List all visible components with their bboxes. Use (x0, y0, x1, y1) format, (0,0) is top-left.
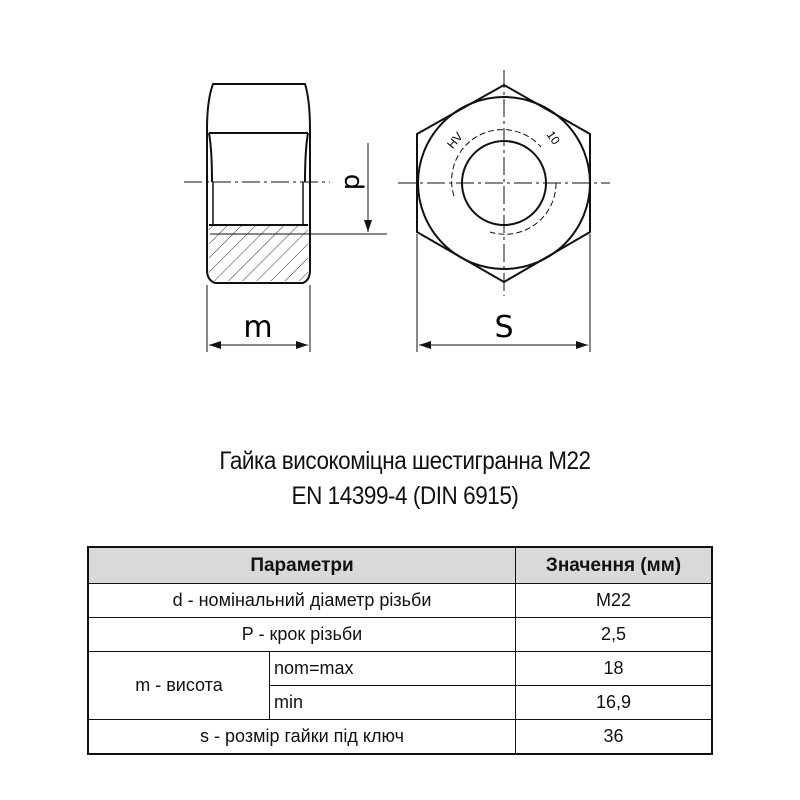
m-label: m (243, 310, 273, 345)
grade-mark-hv: HV (444, 129, 466, 152)
param-sublabel: nom=max (270, 652, 516, 686)
param-label: s - розмір гайки під ключ (88, 720, 516, 755)
product-title: Гайка високоміцна шестигранна M22 (219, 447, 591, 475)
table-row (88, 618, 712, 652)
product-standard: EN 14399-4 (DIN 6915) (291, 482, 519, 510)
section-hatch (209, 225, 308, 281)
s-label: S (494, 310, 514, 345)
table-row (88, 720, 712, 755)
front-view (398, 70, 610, 296)
param-value: 2,5 (516, 618, 713, 652)
param-label: m - висота (88, 652, 270, 720)
param-value: 18 (516, 652, 713, 686)
table-row (88, 584, 712, 618)
d-label: d (338, 173, 368, 191)
header-parameters: Параметри (88, 547, 516, 584)
table-header-row (88, 547, 712, 584)
param-value: M22 (516, 584, 713, 618)
param-label: d - номінальний діаметр різьби (88, 584, 516, 618)
header-values: Значення (мм) (516, 547, 713, 584)
param-value: 36 (516, 720, 713, 755)
table-row (88, 652, 712, 686)
side-view (184, 84, 330, 283)
parameters-table (87, 546, 713, 755)
param-label: P - крок різьби (88, 618, 516, 652)
grade-mark-10: 10 (543, 128, 563, 148)
param-value: 16,9 (516, 686, 713, 720)
param-sublabel: min (270, 686, 516, 720)
